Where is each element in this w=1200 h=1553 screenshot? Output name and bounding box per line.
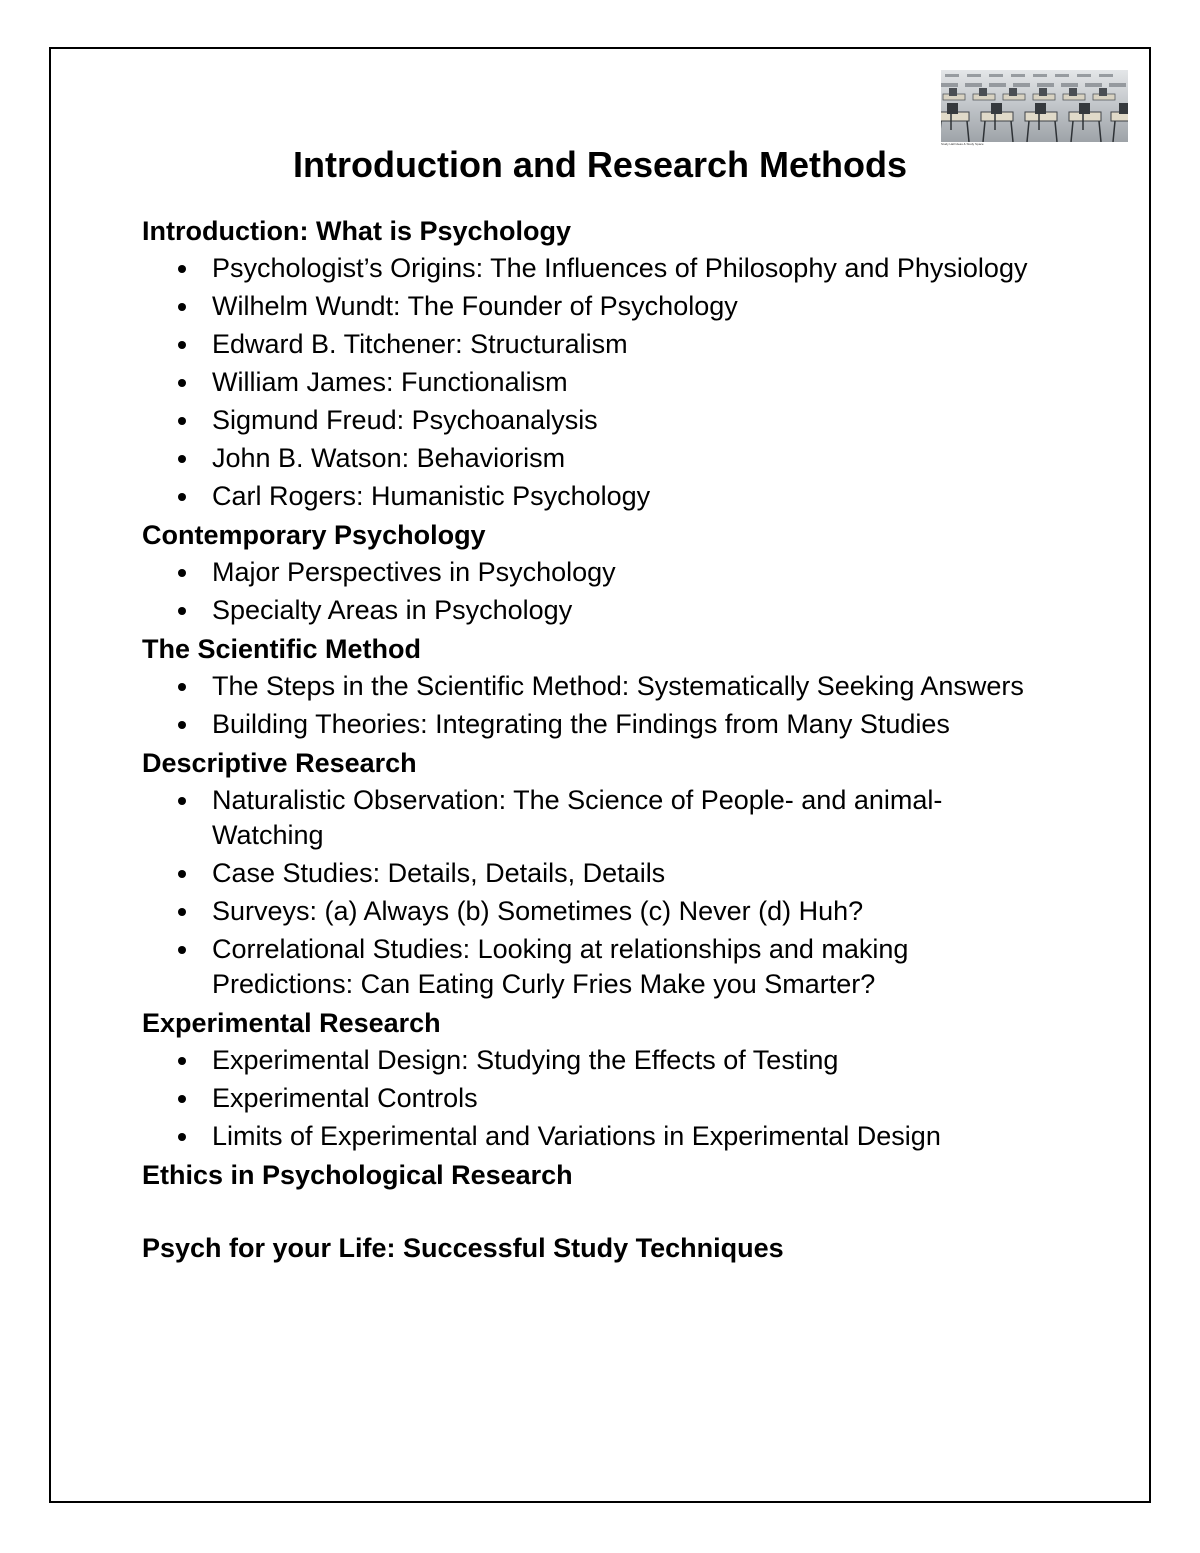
list-item-text: Surveys: (a) Always (b) Sometimes (c) Never (d) Huh? bbox=[212, 896, 864, 926]
list-item-text: Building Theories: Integrating the Findings from Many Studies bbox=[212, 709, 950, 739]
list-item-text: Experimental Design: Studying the Effects of Testing bbox=[212, 1045, 839, 1075]
section-heading: Experimental Research bbox=[142, 1008, 441, 1038]
list-item-text: John B. Watson: Behaviorism bbox=[212, 443, 566, 473]
list-item bbox=[142, 783, 1042, 853]
document-title: Introduction and Research Methods bbox=[292, 144, 908, 185]
list-item-text: Wilhelm Wundt: The Founder of Psychology bbox=[212, 291, 738, 321]
bullet-icon bbox=[178, 417, 186, 425]
list-item bbox=[142, 1043, 1042, 1078]
list-item-text: Limits of Experimental and Variations in Experimental Design bbox=[212, 1121, 941, 1151]
bullet-icon bbox=[178, 607, 186, 615]
list-item bbox=[142, 251, 1042, 286]
section-heading: Descriptive Research bbox=[142, 748, 417, 778]
list-item bbox=[142, 856, 1042, 891]
section-list bbox=[142, 251, 1042, 514]
list-item bbox=[142, 555, 1042, 590]
outline-content bbox=[142, 213, 1042, 1267]
bullet-icon bbox=[178, 303, 186, 311]
section-heading: Ethics in Psychological Research bbox=[142, 1160, 573, 1190]
list-item-text: Correlational Studies: Looking at relationships and making Predictions: Can Eating Curly Fries Make you Smarter? bbox=[212, 934, 909, 999]
section-heading: Contemporary Psychology bbox=[142, 520, 486, 550]
list-item-text: Specialty Areas in Psychology bbox=[212, 595, 573, 625]
bullet-icon bbox=[178, 870, 186, 878]
classroom-desks-photo bbox=[941, 70, 1128, 142]
list-item-text: Psychologist’s Origins: The Influences of Philosophy and Physiology bbox=[212, 253, 1028, 283]
list-item-text: William James: Functionalism bbox=[212, 367, 568, 397]
bullet-icon bbox=[178, 797, 186, 805]
bullet-icon bbox=[178, 721, 186, 729]
list-item-text: Major Perspectives in Psychology bbox=[212, 557, 616, 587]
bullet-icon bbox=[178, 455, 186, 463]
list-item bbox=[142, 1119, 1042, 1154]
list-item-text: Naturalistic Observation: The Science of People- and animal-Watching bbox=[212, 785, 943, 850]
list-item-text: Edward B. Titchener: Structuralism bbox=[212, 329, 628, 359]
section-heading: The Scientific Method bbox=[142, 634, 422, 664]
bullet-icon bbox=[178, 379, 186, 387]
list-item bbox=[142, 894, 1042, 929]
list-item bbox=[142, 1081, 1042, 1116]
section-list bbox=[142, 555, 1042, 628]
section-heading: Psych for your Life: Successful Study Techniques bbox=[142, 1233, 784, 1263]
list-item bbox=[142, 479, 1042, 514]
list-item-text: Case Studies: Details, Details, Details bbox=[212, 858, 666, 888]
list-item-text: Sigmund Freud: Psychoanalysis bbox=[212, 405, 598, 435]
bullet-icon bbox=[178, 1057, 186, 1065]
bullet-icon bbox=[178, 908, 186, 916]
photo-caption: Study Hall Ideas & Study Space bbox=[941, 142, 984, 146]
list-item bbox=[142, 403, 1042, 438]
list-item bbox=[142, 289, 1042, 324]
bullet-icon bbox=[178, 569, 186, 577]
bullet-icon bbox=[178, 341, 186, 349]
list-item bbox=[142, 669, 1042, 704]
list-item bbox=[142, 365, 1042, 400]
bullet-icon bbox=[178, 265, 186, 273]
list-item-text: The Steps in the Scientific Method: Systematically Seeking Answers bbox=[212, 671, 1024, 701]
bullet-icon bbox=[178, 946, 186, 954]
list-item bbox=[142, 593, 1042, 628]
list-item bbox=[142, 327, 1042, 362]
bullet-icon bbox=[178, 1133, 186, 1141]
section-list bbox=[142, 669, 1042, 742]
list-item bbox=[142, 707, 1042, 742]
section-list bbox=[142, 1043, 1042, 1154]
list-item bbox=[142, 932, 1042, 1002]
bullet-icon bbox=[178, 493, 186, 501]
section-heading: Introduction: What is Psychology bbox=[142, 216, 572, 246]
bullet-icon bbox=[178, 1095, 186, 1103]
bullet-icon bbox=[178, 683, 186, 691]
list-item-text: Experimental Controls bbox=[212, 1083, 478, 1113]
section-list bbox=[142, 783, 1042, 1002]
list-item-text: Carl Rogers: Humanistic Psychology bbox=[212, 481, 651, 511]
list-item bbox=[142, 441, 1042, 476]
